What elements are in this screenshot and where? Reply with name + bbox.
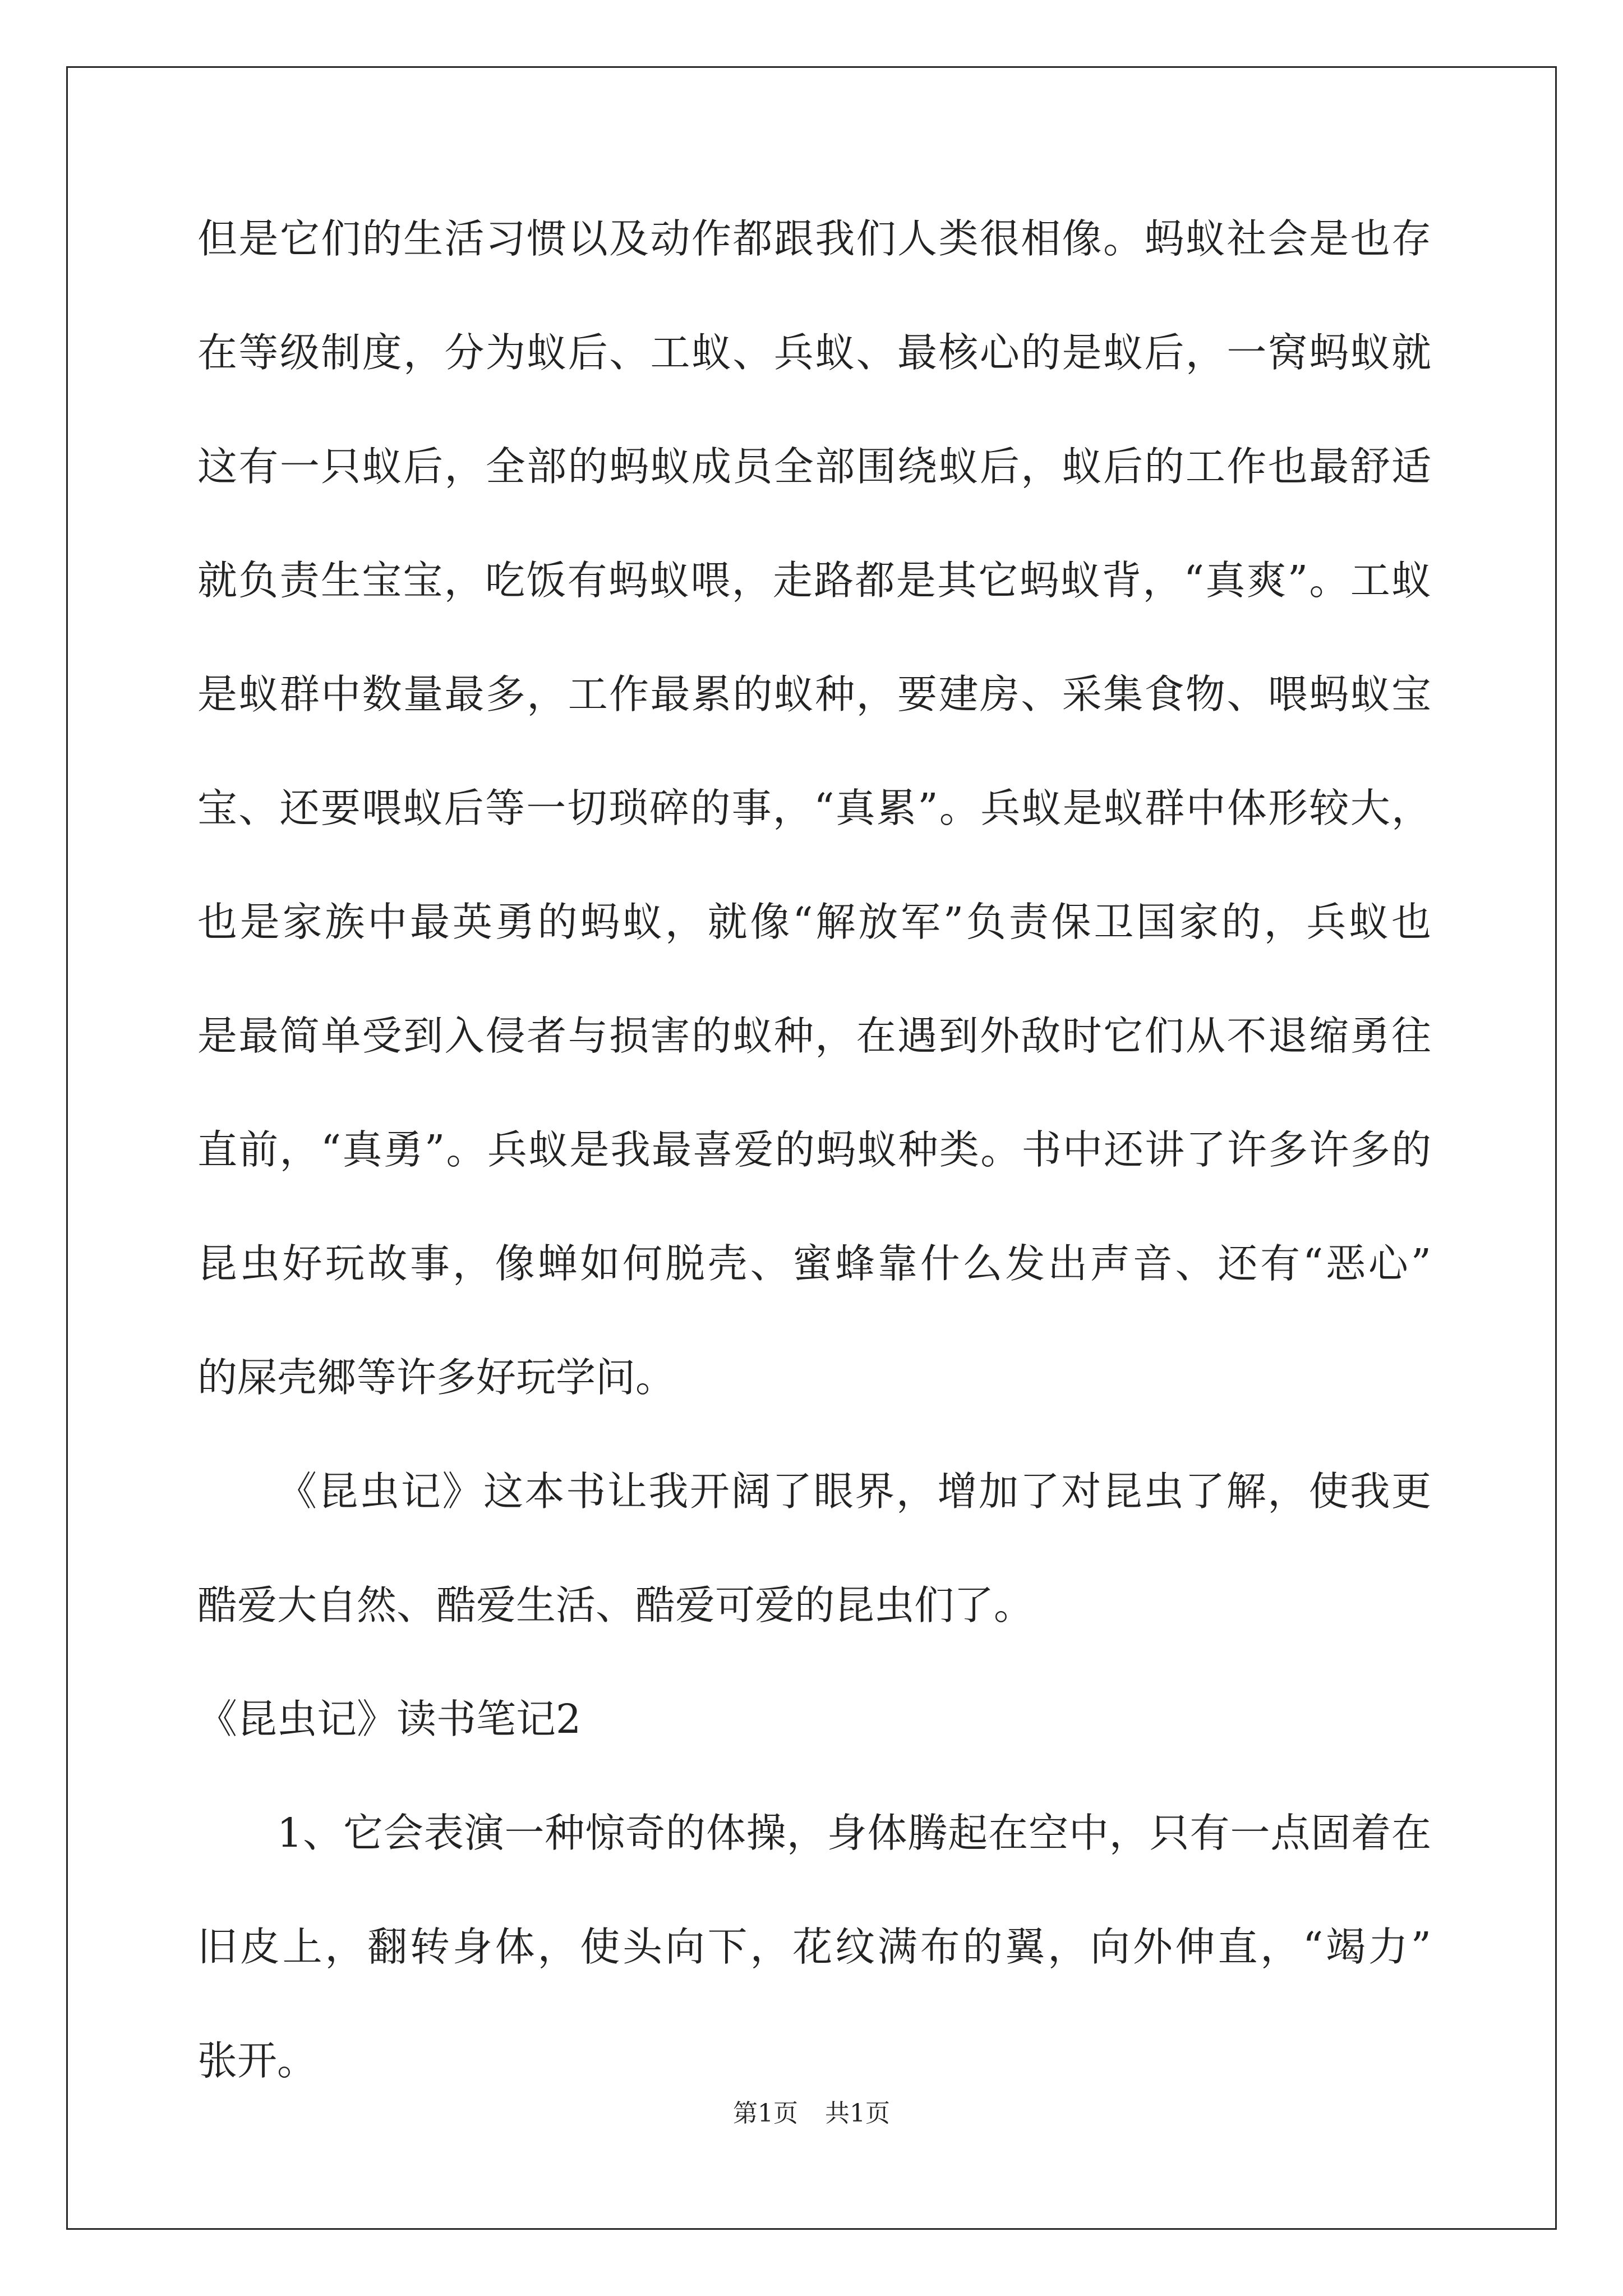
page-footer (0, 2097, 1623, 2131)
paragraph-line: 旧皮上，翻转身体，使头向下，花纹满布的翼，向外伸直，“竭力” (197, 1924, 1431, 1970)
paragraph-line: 1、它会表演一种惊奇的体操，身体腾起在空中，只有一点固着在 (277, 1810, 1431, 1856)
paragraph-line: 这有一只蚁后，全部的蚂蚁成员全部围绕蚁后，蚁后的工作也最舒适 (197, 443, 1431, 490)
page-total: 共1页 (825, 2099, 890, 2128)
paragraph-line: 就负责生宝宝，吃饭有蚂蚁喂，走路都是其它蚂蚁背，“真爽”。工蚁 (197, 557, 1431, 604)
paragraph-line: 昆虫好玩故事，像蝉如何脱壳、蜜蜂靠什么发出声音、还有“恶心” (197, 1240, 1431, 1287)
paragraph-line: 宝、还要喂蚁后等一切琐碎的事，“真累”。兵蚁是蚁群中体形较大， (197, 785, 1431, 831)
paragraph-line: 酷爱大自然、酷爱生活、酷爱可爱的昆虫们了。 (197, 1582, 1034, 1628)
paragraph-line: 但是它们的生活习惯以及动作都跟我们人类很相像。蚂蚁社会是也存 (197, 215, 1431, 262)
paragraph-line: 直前，“真勇”。兵蚁是我最喜爱的蚂蚁种类。书中还讲了许多许多的 (197, 1126, 1431, 1173)
section-heading: 《昆虫记》读书笔记2 (197, 1696, 582, 1742)
paragraph-line: 在等级制度，分为蚁后、工蚁、兵蚁、最核心的是蚁后，一窝蚂蚁就 (197, 329, 1431, 376)
paragraph-line: 《昆虫记》这本书让我开阔了眼界，增加了对昆虫了解，使我更 (277, 1468, 1431, 1515)
paragraph-line: 张开。 (197, 2037, 317, 2084)
paragraph-line: 的屎壳郷等许多好玩学问。 (197, 1354, 676, 1401)
paragraph-line: 也是家族中最英勇的蚂蚁，就像“解放军”负责保卫国家的，兵蚁也 (197, 899, 1431, 945)
paragraph-line: 是蚁群中数量最多，工作最累的蚁种，要建房、采集食物、喂蚂蚁宝 (197, 671, 1431, 717)
document-body (197, 208, 1431, 2143)
paragraph-line: 是最简单受到入侵者与损害的蚁种，在遇到外敌时它们从不退缩勇往 (197, 1013, 1431, 1059)
page-number: 第1页 (733, 2099, 798, 2128)
